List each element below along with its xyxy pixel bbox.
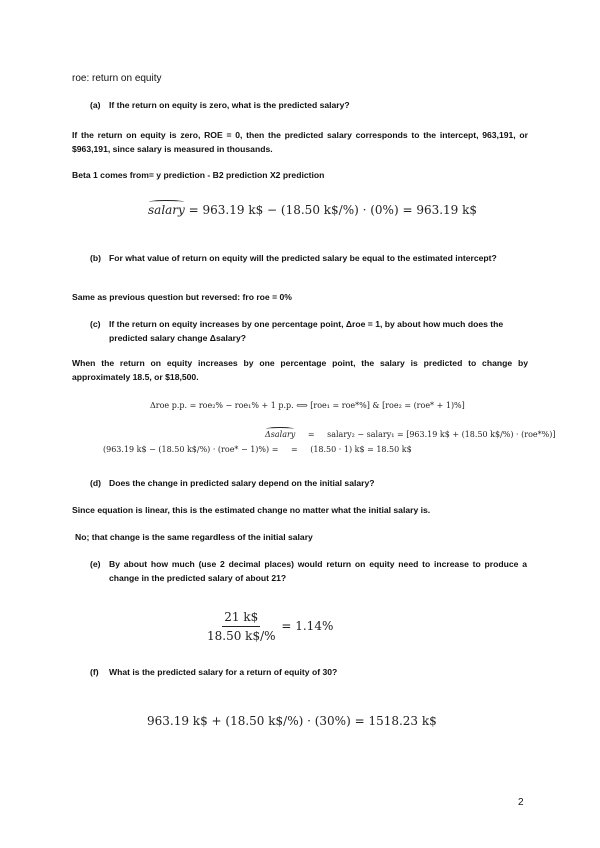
heading: roe: return on equity	[72, 73, 162, 84]
question-d	[90, 476, 530, 492]
salary-hat: salary	[148, 203, 185, 217]
question-c-text: If the return on equity increases by one percentage point, Δroe = 1, by about how much does the predicted salary change Δsalary?	[109, 319, 504, 343]
question-e-label: (e)	[90, 559, 101, 569]
question-a	[90, 98, 530, 114]
equation-delta-salary-lhs2: (963.19 k$ − (18.50 k$/%) · (roe* − 1)%) =	[103, 445, 279, 454]
question-c	[90, 317, 528, 347]
question-a-label: (a)	[90, 100, 101, 110]
question-b	[90, 251, 528, 281]
question-a-text: If the return on equity is zero, what is the predicted salary?	[109, 100, 350, 110]
delta-salary-hat: Δsalary	[265, 430, 296, 439]
question-b-text: For what value of return on equity will the predicted salary be equal to the estimated intercept?	[109, 253, 497, 263]
equation-predicted-salary-30: 963.19 k$ + (18.50 k$/%) · (30%) = 1518.23 k$	[147, 714, 437, 728]
equation-delta-salary-line1	[265, 430, 555, 439]
equation-delta-salary-rhs1: salary₂ − salary₁ = [963.19 k$ + (18.50 k$/%) · (roe*%)]	[327, 430, 556, 439]
question-f-label: (f)	[90, 667, 99, 677]
fraction-denominator: 18.50 k$/%	[207, 629, 276, 643]
fraction-numerator: 21 k$	[222, 610, 260, 627]
question-d-label: (d)	[90, 478, 101, 488]
equation-delta-salary-eq2: =	[290, 445, 298, 454]
equation-delta-salary-rhs2: (18.50 · 1) k$ = 18.50 k$	[310, 445, 412, 454]
question-e-text: By about how much (use 2 decimal places) would return on equity need to increase to produce a change in the predicted salary of about 21?	[109, 559, 527, 583]
answer-c: When the return on equity increases by one percentage point, the salary is predicted to change by approximately 18.5, or $18,500.	[72, 358, 528, 382]
equation-salary-intercept-rhs: = 963.19 k$ − (18.50 k$/%) · (0%) = 963.19 k$	[188, 203, 478, 217]
question-e	[90, 557, 528, 587]
question-f-text: What is the predicted salary for a return of equity of 30?	[109, 667, 338, 677]
equation-roe-change-rhs: = 1.14%	[281, 619, 334, 633]
equation-delta-roe: Δroe p.p. = roe₂% − roe₁% + 1 p.p. ⟺ [roe₁ = roe*%] & [roe₂ = (roe* + 1)%]	[150, 401, 465, 410]
question-c-label: (c)	[90, 319, 101, 329]
question-b-label: (b)	[90, 253, 101, 263]
beta-note: Beta 1 comes from= y prediction - B2 prediction X2 prediction	[72, 170, 325, 180]
question-f	[90, 665, 530, 681]
answer-d-2: No; that change is the same regardless of the initial salary	[75, 532, 313, 542]
equation-salary-intercept	[148, 203, 477, 217]
answer-a: If the return on equity is zero, ROE = 0, then the predicted salary corresponds to the intercept, 963,191, or $963,191, since salary is measured in thousands.	[72, 130, 528, 154]
equation-roe-change	[205, 610, 333, 643]
answer-d-1: Since equation is linear, this is the estimated change no matter what the initial salary is.	[72, 505, 431, 515]
page-number: 2	[518, 797, 524, 808]
answer-b: Same as previous question but reversed: fro roe = 0%	[72, 292, 292, 302]
fraction	[205, 610, 278, 643]
equation-delta-salary-eq1: =	[307, 430, 315, 439]
question-d-text: Does the change in predicted salary depend on the initial salary?	[109, 478, 375, 488]
equation-delta-salary-line2	[103, 445, 412, 454]
